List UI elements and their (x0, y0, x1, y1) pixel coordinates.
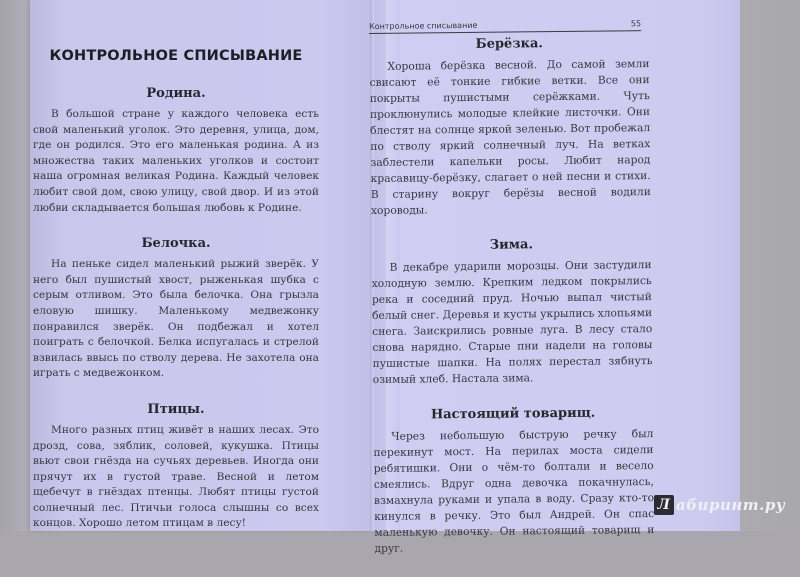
story-title: Родина. (146, 86, 206, 101)
page-number: 55 (630, 19, 642, 29)
story-title: Настоящий товарищ. (430, 405, 596, 423)
story-title: Белочка. (141, 236, 211, 252)
chapter-title: КОНТРОЛЬНОЕ СПИСЫВАНИЕ (49, 48, 303, 64)
story-text: Хороша берёзка весной. До самой земли свисают её тонкие гибкие ветки. Все они покрыты пушистыми серёжками. Чуть проклюнулись молодые клейкие листочки. Они блестят на солнце яркой зеленью. Вот пробежал по стволу яркий солнечный луч. На ветках заблестели капельки росы. Любит народ красавицу-берёзку, слагает о ней песни и стихи. В старину вокруг берёзы весной водили хороводы. (369, 57, 651, 217)
left-page-content (33, 48, 319, 552)
story-zima (371, 236, 653, 388)
watermark-text: абиринт.ру (676, 496, 786, 514)
story-title: Берёзка. (475, 36, 544, 52)
story-belochka (33, 236, 319, 382)
story-text: Много разных птиц живёт в наших лесах. Это дрозд, сова, зяблик, соловей, кукушка. Птицы вьют свои гнёзда на сучьях деревьев. Иногда они прячут их в густой траве. Весной и летом щебечут в гнёздах птенцы. Любят птицы густой солнечный лес. Птичьи голоса слышны со всех концов. Хорошо летом птицам в лесу! (33, 423, 319, 530)
story-ptitsy (33, 402, 319, 532)
story-title: Зима. (489, 237, 534, 253)
running-head-title: Контрольное списывание (369, 20, 478, 31)
story-beryozka (369, 35, 651, 219)
labirint-watermark (654, 495, 785, 515)
story-rodina (33, 86, 319, 216)
story-text: На пеньке сидел маленький рыжий зверёк. У него был пушистый хвост, рыженькая шубка с серым отливом. Это была белочка. Она грызла еловую шишку. Маленькому медвежонку понравился зверёк. Он подбежал и хотел поиграть с белочкой. Белка испугалась и стрелой взвилась ввысь по стволу дерева. Не захотела она играть с медвежонком. (33, 258, 319, 380)
story-title: Птицы. (147, 401, 205, 417)
story-text: В декабре ударили морозцы. Они застудили холодную землю. Крепким ледком покрылись река и соседний пруд. Ночью выпал чистый белый снег. Деревья и кусты укрылись хлопьями снега. Заискрились ровные луга. В лесу стало снова нарядно. Старые пни надели на головы пушистые шапки. На полях перестал зябнуть озимый хлеб. Настала зима. (371, 258, 653, 386)
right-page-content (369, 19, 655, 577)
story-text: В большой стране у каждого человека есть свой маленький уголок. Это деревня, улица, дом, где он родился. Это его маленькая родина. А из множества таких маленьких уголков и состоит наша огромная великая Родина. Каждый человек любит свой дом, свою улицу, свой двор. И из этой любви складывается большая любовь к Родине. (33, 108, 319, 214)
story-text: Через небольшую быструю речку был перекинут мост. На перилах моста сидели ребятишки. Они о чём-то болтали и весело смеялись. Вдруг одна девочка покачнулась, взмахнула руками и упала в воду. Сразу кто-то кинулся в речку. Это был Андрей. Он спас маленькую девочку. Он настоящий товарищ и друг. (373, 427, 655, 555)
story-nastoyashchiy-tovarishch (373, 405, 655, 557)
running-head (369, 19, 641, 34)
labirint-logo-icon: Л (654, 495, 674, 515)
